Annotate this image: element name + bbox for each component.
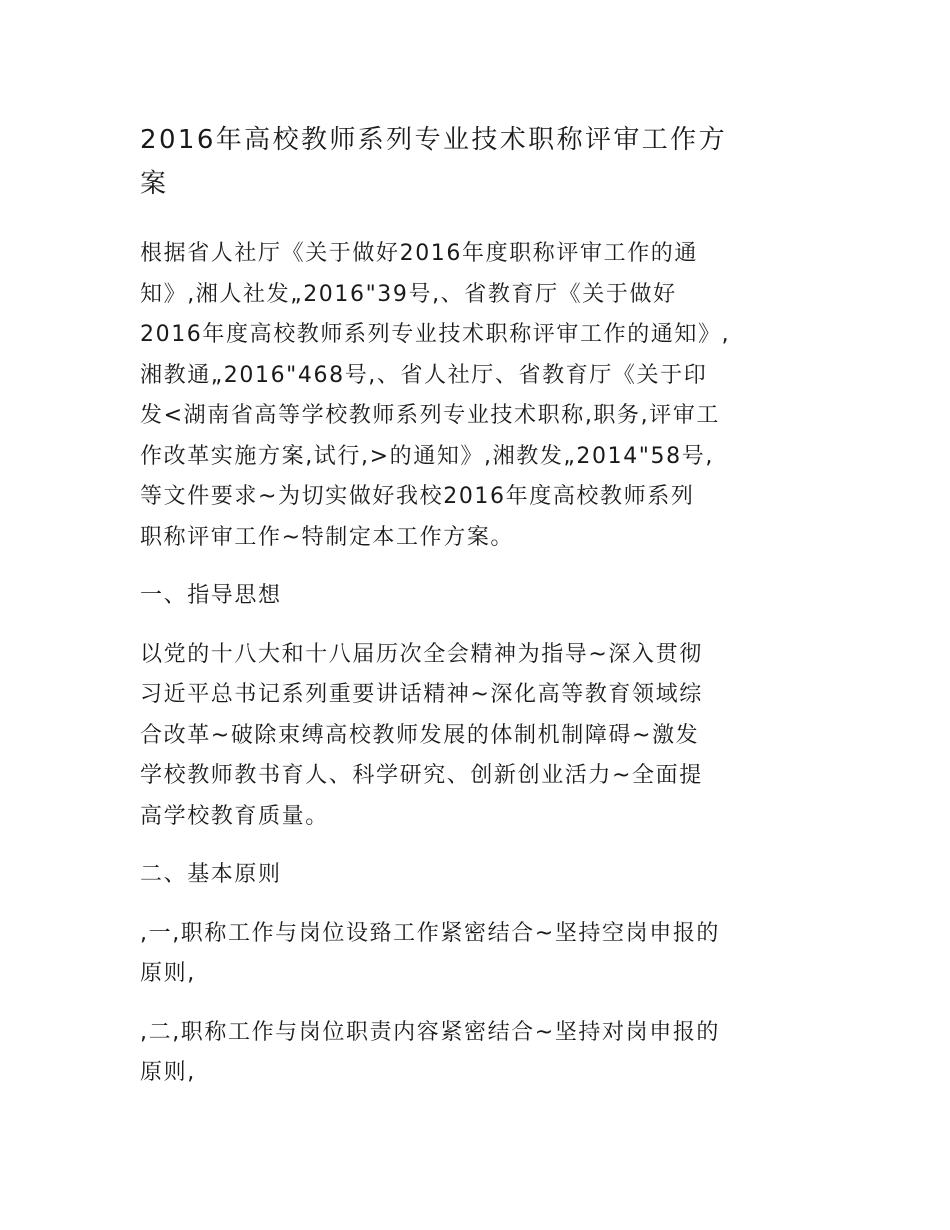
- section-heading-basic-principles: 二、基本原则: [140, 862, 282, 887]
- principle-item-2: ,二,职称工作与岗位职责内容紧密结合~坚持对岗申报的 原则,: [140, 1019, 721, 1085]
- section-heading-guiding-ideology: 一、指导思想: [140, 583, 282, 608]
- intro-paragraph: 根据省人社厅《关于做好2016年度职称评审工作的通 知》,湘人社发„2016"39号,、省教育厅《关于做好 2016年度高校教师系列专业技术职称评审工作的通知》, 湘教通„2016"468号,、省人社厅、省教育厅《关于印 发<湖南省高等学校教师系列专业技术职称,职务,评审工 作改革实施方案,试行,>的通知》,湘教发„2014"58号, 等文件要求~为切实做好我校2016年度高校教师系列 职称评审工作~特制定本工作方案。: [140, 241, 731, 550]
- guiding-ideology-paragraph: 以党的十八大和十八届历次全会精神为指导~深入贯彻 习近平总书记系列重要讲话精神~深化高等教育领域综 合改革~破除束缚高校教师发展的体制机制障碍~激发 学校教师教书育人、科学研究、创新创业活力~全面提 高学校教育质量。: [140, 641, 703, 829]
- document-title: 2016年高校教师系列专业技术职称评审工作方 案: [140, 125, 727, 199]
- document-page: [140, 118, 830, 1112]
- principle-item-1: ,一,职称工作与岗位设臵工作紧密结合~坚持空岗申报的 原则,: [140, 920, 721, 986]
